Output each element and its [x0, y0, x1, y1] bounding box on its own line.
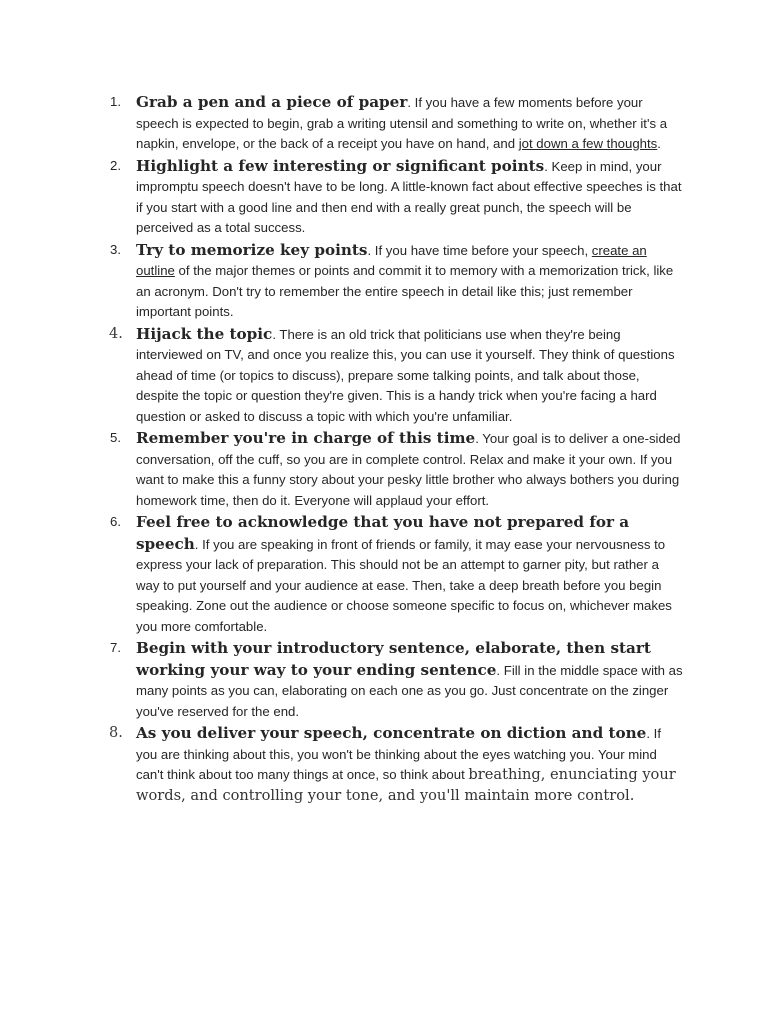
heading-punctuation: . — [194, 536, 199, 552]
item-heading: Begin with your introductory sentence, elaborate, then start working your way to your ending sentence — [136, 639, 651, 679]
list-item — [104, 428, 684, 511]
list-item — [104, 638, 684, 722]
item-heading: Feel free to acknowledge that you have not prepared for a speech — [136, 513, 630, 553]
item-heading: Grab a pen and a piece of paper — [136, 93, 408, 111]
heading-punctuation: . — [496, 662, 501, 678]
list-item — [104, 156, 684, 239]
tips-list — [104, 92, 684, 807]
item-body-text: of the major themes or points and commit it to memory with a memorization trick, like an acronym. Don't try to remember the entire speech in detail like this; just remember important points. — [136, 263, 674, 319]
item-body-text: Your goal is to deliver a one-sided conversation, off the cuff, so you are in complete control. Relax and make it your own. If you want to make this a funny story about your pesky little brother who always bothers you during homework time, then do it. Everyone will applaud your effort. — [136, 431, 681, 508]
item-number: 5. — [110, 430, 121, 445]
item-number: 8. — [109, 725, 123, 741]
item-number: 2. — [110, 157, 121, 173]
item-body-text: . — [657, 136, 661, 151]
list-item — [104, 324, 684, 428]
heading-punctuation: . — [272, 326, 276, 342]
item-body-text: Keep in mind, your impromptu speech doesn't have to be long. A little-known fact about effective speeches is that if you start with a good line and then end with a really great punch, the speech will be perceived as a total success. — [136, 158, 682, 235]
item-body-text: Fill in the middle space with as many points as you can, elaborating on each one as you go. Just concentrate on the zinger you've reserved for the end. — [136, 662, 683, 719]
create-outline-link[interactable]: create an outline — [136, 242, 647, 278]
item-body-text: If you have time before your speech, — [371, 242, 592, 258]
heading-punctuation: . — [367, 242, 372, 258]
list-item — [104, 512, 684, 637]
item-body-text-serif: breathing, enunciating your words, and controlling your tone, and you'll maintain more control. — [136, 766, 676, 804]
item-heading: Hijack the topic — [136, 324, 273, 343]
item-heading: Try to memorize key points — [136, 240, 368, 259]
jot-down-thoughts-link[interactable]: jot down a few thoughts — [518, 136, 658, 151]
item-body-text: There is an old trick that politicians use when they're being interviewed on TV, and once you realize this, you can use it yourself. They think of questions ahead of time (or topics to discuss), prepare some talking points, and talk about those, despite the topic or question they're given. This is a handy trick when you're facing a hard question or asked to discuss a topic with which you're unfamiliar. — [136, 326, 675, 424]
item-number: 3. — [110, 241, 121, 257]
item-body-text: If you are thinking about this, you won't be thinking about the eyes watching you. Your mind can't think about too many things at once, so think about — [136, 726, 661, 782]
item-number: 6. — [110, 514, 121, 529]
item-body-text: If you have a few moments before your speech is expected to begin, grab a writing utensil and something to write on, whether it's a napkin, envelope, or the back of a receipt you have on hand, and — [136, 95, 668, 151]
item-heading: Remember you're in charge of this time — [136, 429, 476, 447]
item-heading: Highlight a few interesting or significant points — [136, 156, 545, 175]
heading-punctuation: . — [407, 95, 411, 110]
item-number: 7. — [110, 640, 121, 655]
item-number: 4. — [109, 325, 123, 342]
item-body-text: If you are speaking in front of friends or family, it may ease your nervousness to express your lack of preparation. This should not be an attempt to garner pity, but rather a way to put yourself and your audience at ease. Then, take a deep breath before you begin speaking. Zone out the audience or choose someone specific to focus on, whichever makes you more comfortable. — [136, 536, 672, 634]
list-item — [104, 240, 684, 323]
item-number: 1. — [110, 94, 121, 109]
list-item — [104, 723, 684, 806]
heading-punctuation: . — [544, 158, 548, 174]
heading-punctuation: . — [646, 726, 650, 741]
item-heading: As you deliver your speech, concentrate on diction and tone — [136, 724, 647, 742]
list-item — [104, 92, 684, 155]
heading-punctuation: . — [475, 431, 479, 446]
